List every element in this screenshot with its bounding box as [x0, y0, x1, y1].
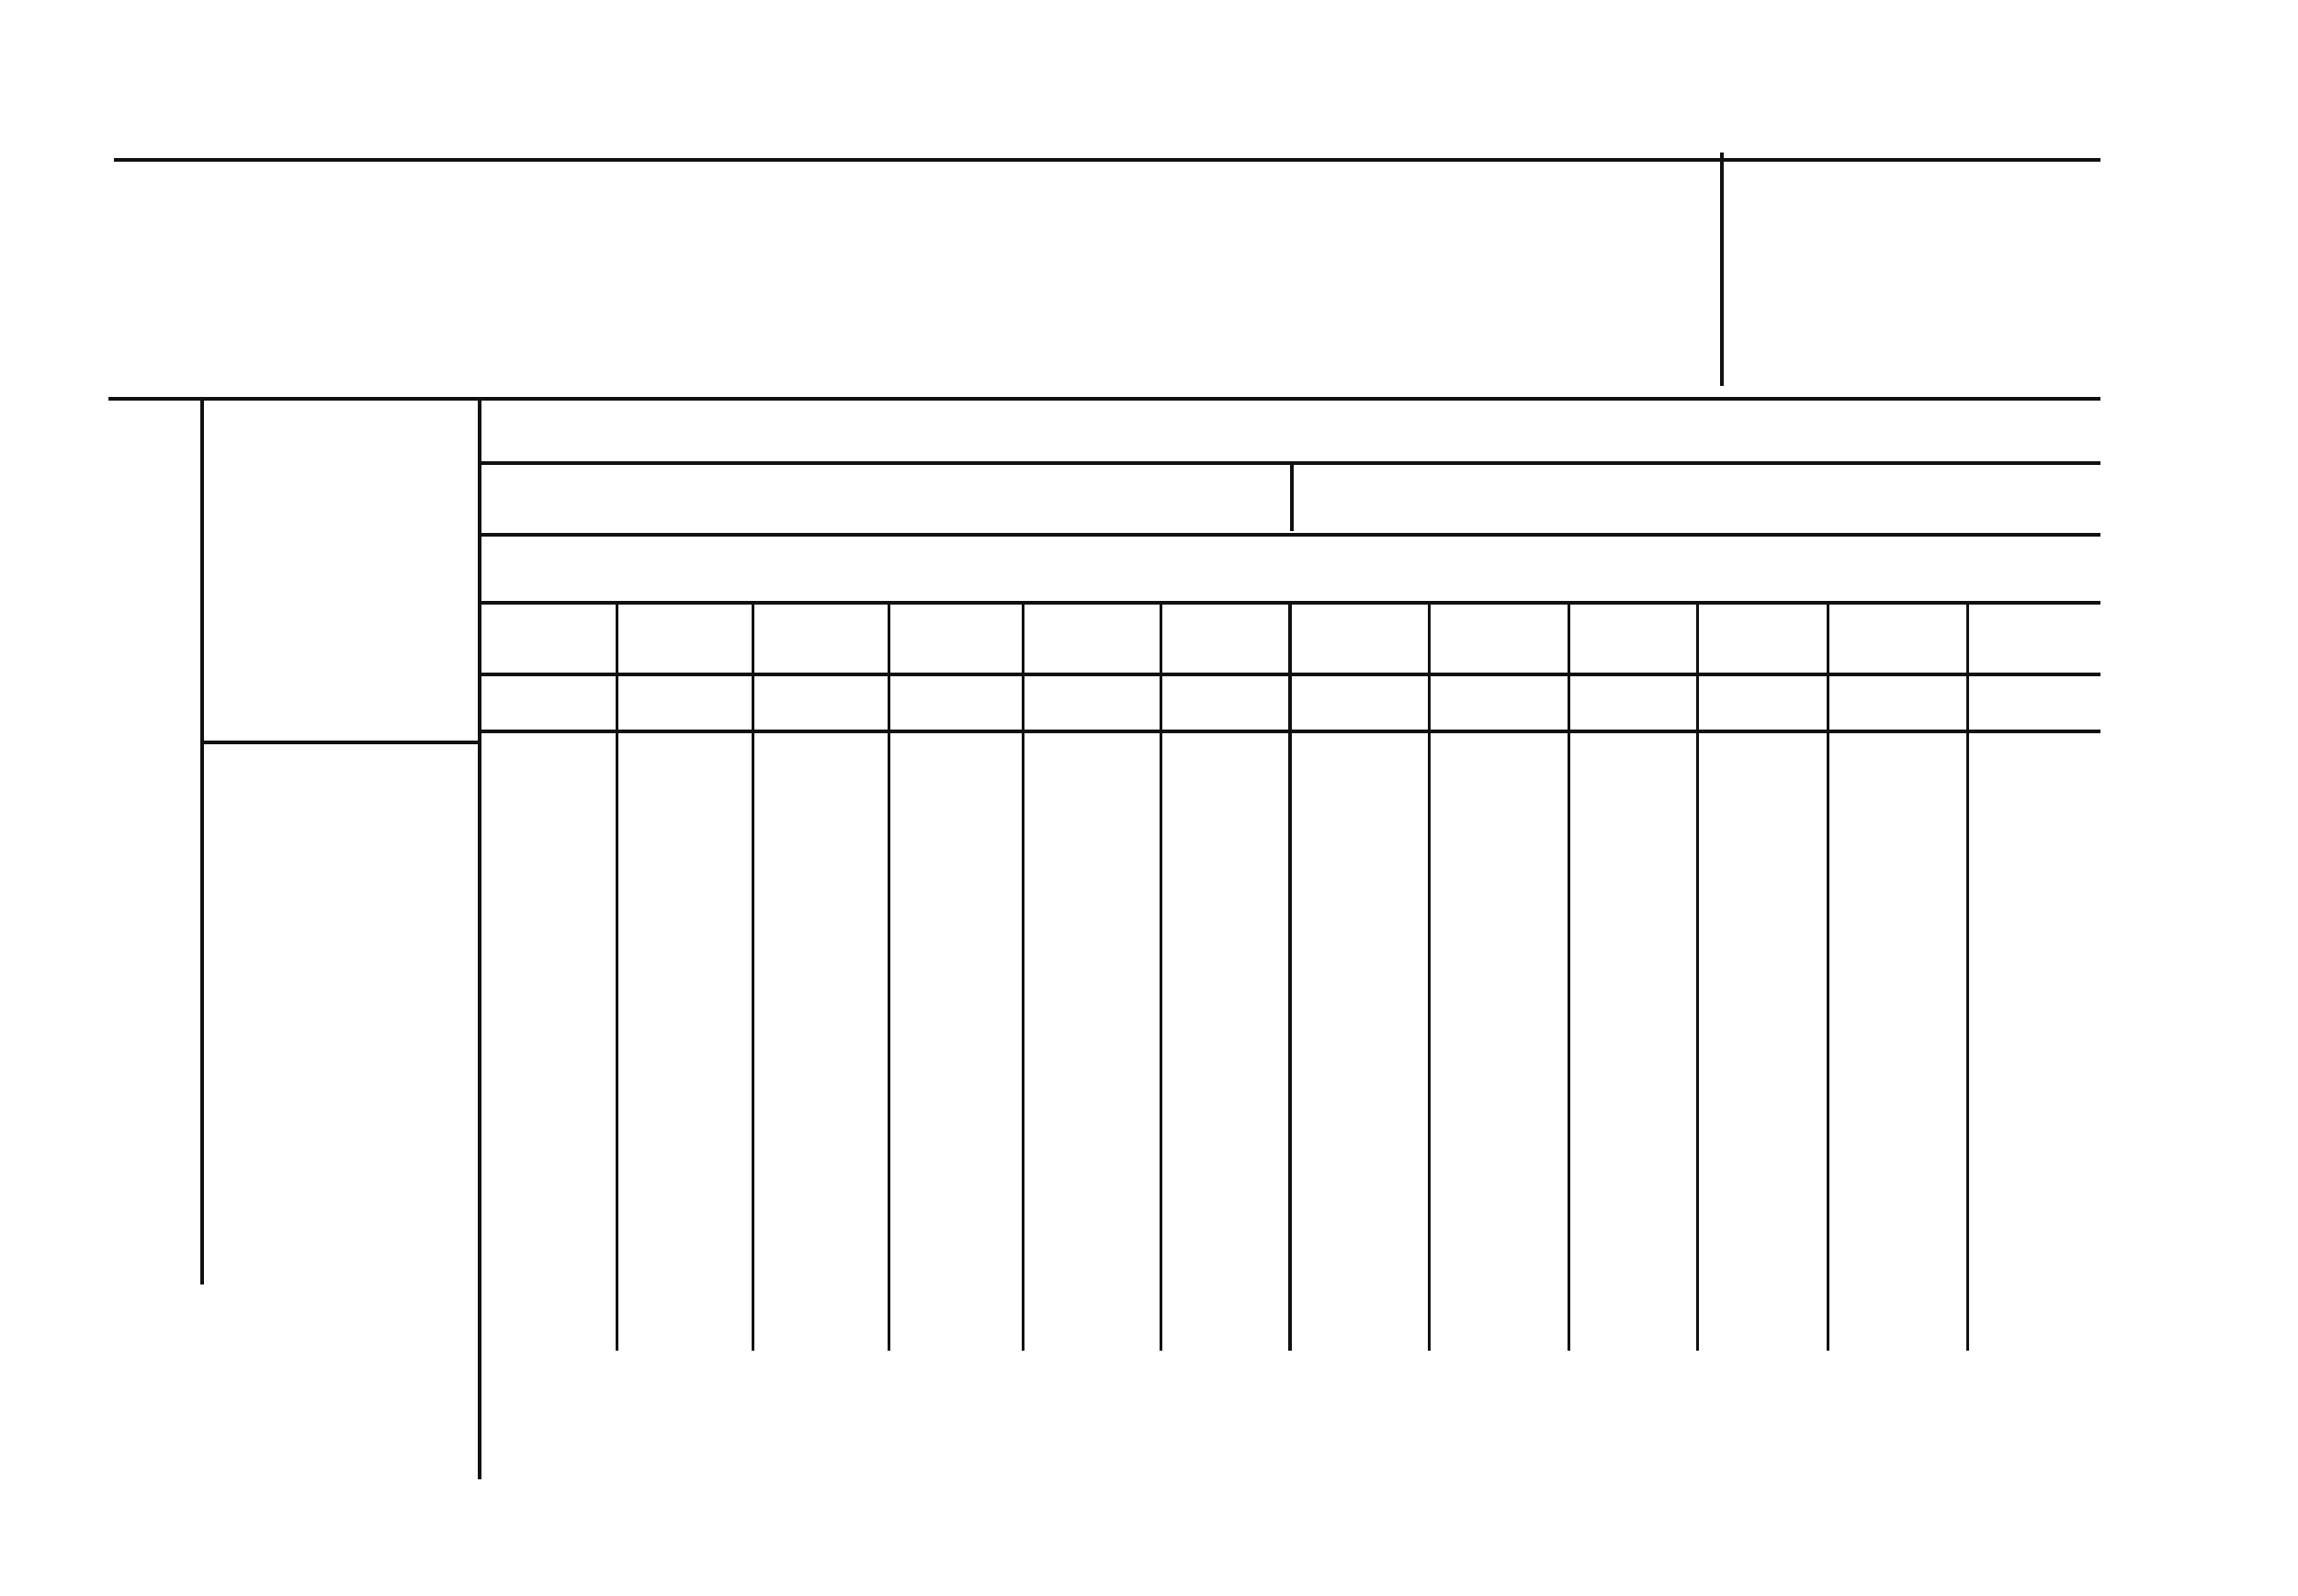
col-line-2: [752, 603, 754, 1351]
col-line-8: [1568, 603, 1570, 1351]
col-line-4: [1022, 603, 1024, 1351]
col-line-3: [888, 603, 890, 1351]
top-rule: [114, 158, 2100, 162]
rule-header-bottom: [200, 741, 480, 744]
count-col-border: [478, 401, 481, 1479]
col-line-1: [616, 603, 618, 1351]
count-header-line2: [224, 504, 252, 551]
pos-col-border: [200, 401, 204, 1285]
group-divider: [1290, 463, 1294, 531]
col-line-5: [1160, 603, 1162, 1351]
title-divider: [1720, 153, 1724, 386]
col-line-10: [1827, 603, 1829, 1351]
table-top-rule: [108, 397, 2100, 401]
col-line-6: [1288, 603, 1292, 1351]
rule-plane: [478, 461, 2100, 465]
col-line-7: [1428, 603, 1431, 1351]
col-line-9: [1696, 603, 1699, 1351]
rule-group: [478, 533, 2100, 537]
col-line-11: [1966, 603, 1969, 1351]
